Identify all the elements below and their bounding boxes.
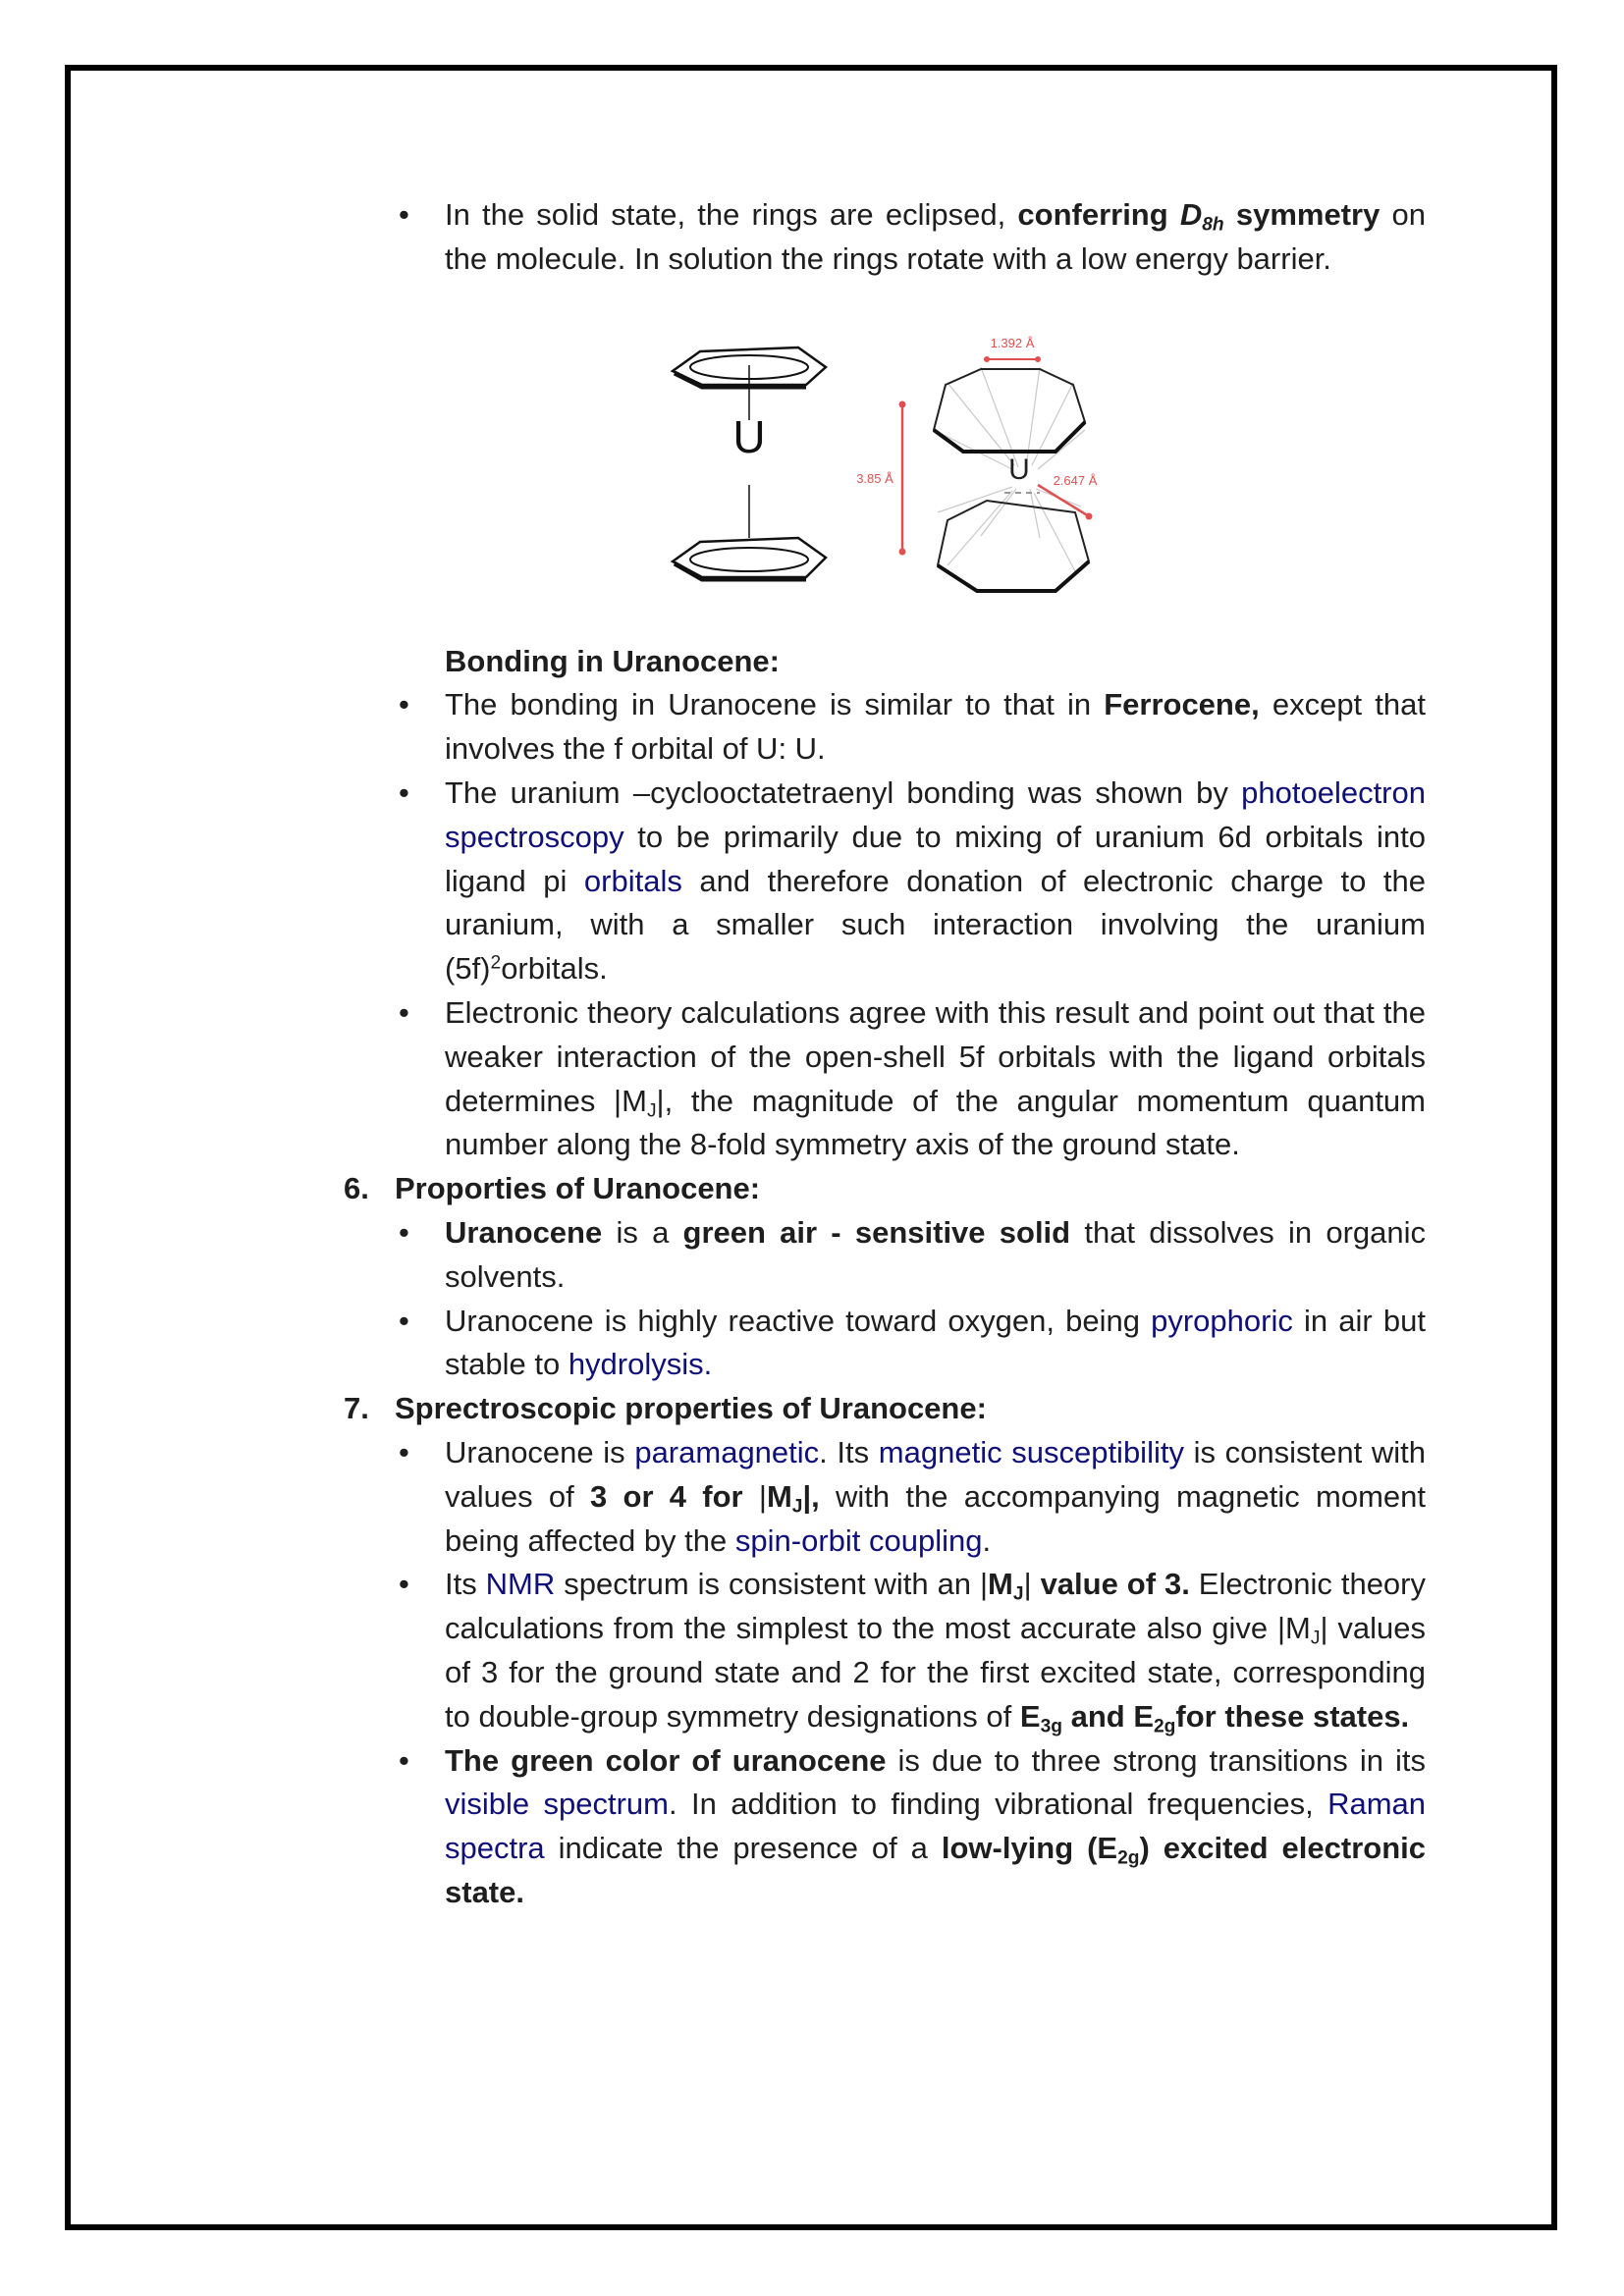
- section-title: Proporties of Uranocene:: [395, 1171, 761, 1206]
- bonding-bullet-1: [344, 683, 1426, 772]
- bullet-glyph: •: [399, 1303, 409, 1338]
- bullet-glyph: •: [399, 197, 409, 232]
- paragraph-text: The uranium –cyclooctatetraenyl bonding was shown by photoelectron spectroscopy to be primarily due to mixing of uranium 6d orbitals into ligand pi orbitals and therefore donation of electronic charge to the uranium, with a smaller such interaction involving the uranium $(5f)^2orbitals$.: [445, 774, 1426, 987]
- section-6-bullet-1: [344, 1211, 1426, 1300]
- left-u-atom-label: U: [732, 410, 766, 462]
- section-number: 7.: [344, 1391, 369, 1426]
- inline-link[interactable]: photoelectron spectroscopy: [445, 774, 1426, 854]
- section-6-bullet-2: [344, 1300, 1426, 1388]
- bonding-bullet-3: [344, 991, 1426, 1167]
- bonding-bullet-2: [344, 772, 1426, 991]
- section-7-bullet-3: [344, 1739, 1426, 1915]
- ring-separation-label: 3.85 Å: [856, 470, 893, 486]
- section-7-bullet-1: [344, 1431, 1426, 1563]
- right-u-atom-label: U: [1008, 453, 1030, 486]
- inline-link[interactable]: pyrophoric: [1151, 1303, 1293, 1338]
- bond-length-label: 1.392 Å: [990, 335, 1035, 350]
- section-7-heading: [344, 1387, 1426, 1431]
- bullet-glyph: •: [399, 687, 409, 722]
- section-number: 6.: [344, 1171, 369, 1206]
- paragraph-text: Uranocene is a green air - sensitive solid that dissolves in organic solvents.: [445, 1214, 1426, 1294]
- bullet-glyph: •: [399, 1434, 409, 1469]
- paragraph-text: In the solid state, the rings are eclipsed, conferring $D_{8h}$ symmetry on the molecule. In solution the rings rotate with a low energy barrier.: [445, 197, 1426, 276]
- paragraph-text: Electronic theory calculations agree with this result and point out that the weaker interaction of the open-shell 5f orbitals with the ligand orbitals determines $|M_J|$, the magnitude of the angular momentum quantum number along the 8-fold symmetry axis of the ground state.: [445, 994, 1426, 1162]
- section-6-heading: [344, 1167, 1426, 1211]
- inline-link[interactable]: orbitals: [583, 863, 682, 898]
- inline-link[interactable]: NMR: [485, 1567, 556, 1602]
- uranocene-structure-figure: [653, 320, 1222, 640]
- u-c-distance-label: 2.647 Å: [1053, 472, 1098, 488]
- bullet-glyph: •: [399, 1742, 409, 1778]
- bullet-glyph: •: [399, 994, 409, 1030]
- dimension-markers: [899, 356, 1092, 555]
- uranocene-diagram: [653, 320, 1222, 614]
- inline-link[interactable]: hydrolysis.: [568, 1347, 713, 1382]
- document-content: [344, 193, 1426, 1915]
- bonding-heading: Bonding in Uranocene:: [445, 643, 780, 678]
- section-title: Sprectroscopic properties of Uranocene:: [395, 1391, 987, 1426]
- inline-link[interactable]: paramagnetic: [634, 1434, 820, 1469]
- inline-link[interactable]: Raman spectra: [445, 1787, 1426, 1866]
- paragraph-text: Uranocene is paramagnetic. Its magnetic susceptibility is consistent with values of 3 or 4 for $|M_J|$, with the accompanying magnetic moment being affected by the spin-orbit coupling.: [445, 1434, 1426, 1558]
- paragraph-text: The green color of uranocene is due to three strong transitions in its visible spectrum. In addition to finding vibrational frequencies, Raman spectra indicate the presence of a low-lying $(E_{2g})$ excited electronic state.: [445, 1742, 1427, 1909]
- paragraph-text: Its NMR spectrum is consistent with an $|M_J|$ value of 3. Electronic theory calculations from the simplest to the most accurate also give $|M_J|$ values of 3 for the ground state and 2 for the first excited state, corresponding to double-group symmetry designations of $E_{3g}$ and $E_{2g}for$ these states.: [445, 1567, 1426, 1737]
- intro-bullet: [344, 193, 1426, 282]
- paragraph-text: Uranocene is highly reactive toward oxygen, being pyrophoric in air but stable to hydrolysis.: [445, 1303, 1426, 1382]
- inline-link[interactable]: spin-orbit coupling: [734, 1522, 983, 1558]
- section-7-bullet-2: [344, 1563, 1426, 1738]
- inline-link[interactable]: magnetic susceptibility: [878, 1434, 1184, 1469]
- inline-link[interactable]: visible spectrum: [445, 1787, 669, 1822]
- bullet-glyph: •: [399, 1214, 409, 1250]
- bullet-glyph: •: [399, 1567, 409, 1602]
- left-sandwich-structure: [673, 347, 826, 579]
- bullet-glyph: •: [399, 774, 409, 810]
- paragraph-text: The bonding in Uranocene is similar to that in Ferrocene, except that involves the f orbital of U: U.: [445, 687, 1426, 767]
